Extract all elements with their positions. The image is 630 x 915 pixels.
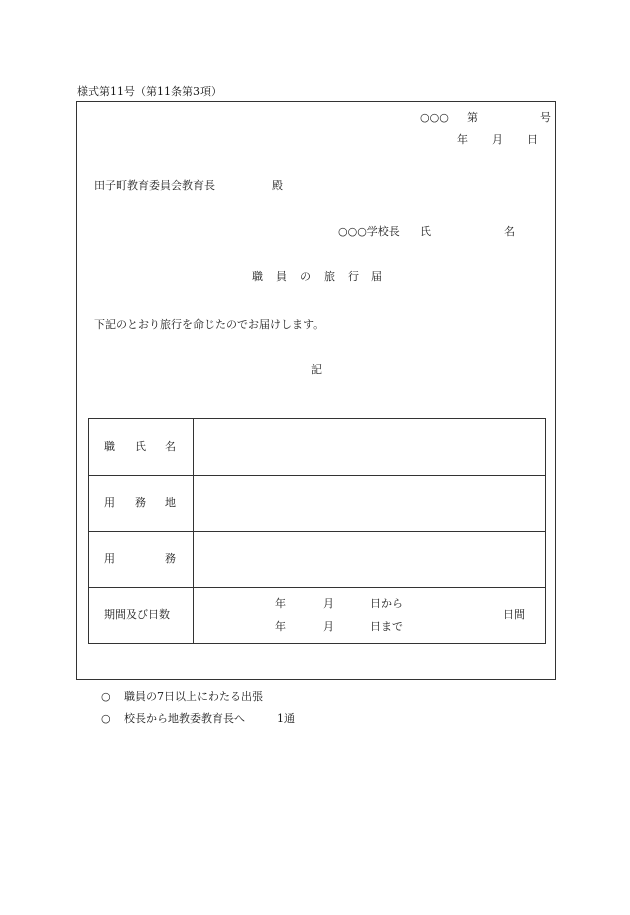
sender-mei: 名 (504, 225, 515, 238)
doc-number-go: 号 (540, 111, 551, 124)
period-end-month: 月 (323, 620, 334, 633)
doc-number-dai: 第 (467, 111, 478, 124)
note-copies: 1通 (277, 712, 295, 725)
date-day: 日 (527, 133, 538, 146)
period-start-month: 月 (323, 597, 334, 610)
doc-number-prefix: ○○○ (420, 111, 449, 124)
body-text: 下記のとおり旅行を命じたのでお届けします。 (94, 318, 325, 331)
sender-title: ○○○学校長 (338, 225, 400, 238)
period-end-day: 日まで (370, 620, 403, 633)
ki-label: 記 (311, 363, 322, 376)
addressee-honorific: 殿 (272, 179, 283, 192)
note-bullet: ○ (101, 690, 111, 703)
period-days: 日間 (503, 608, 525, 621)
period-start-year: 年 (275, 597, 286, 610)
date-year: 年 (457, 133, 468, 146)
row-label-period: 期間及び日数 (104, 608, 170, 621)
sender-shi: 氏 (420, 225, 431, 238)
form-number: 様式第11号（第11条第3項） (77, 85, 222, 98)
note-text: 職員の7日以上にわたる出張 (124, 690, 263, 703)
note-bullet: ○ (101, 712, 111, 725)
addressee-name: 田子町教育委員会教育長 (94, 179, 215, 192)
period-start-day: 日から (370, 597, 403, 610)
period-end-year: 年 (275, 620, 286, 633)
date-month: 月 (492, 133, 503, 146)
note-text: 校長から地教委教育長へ (124, 712, 245, 725)
